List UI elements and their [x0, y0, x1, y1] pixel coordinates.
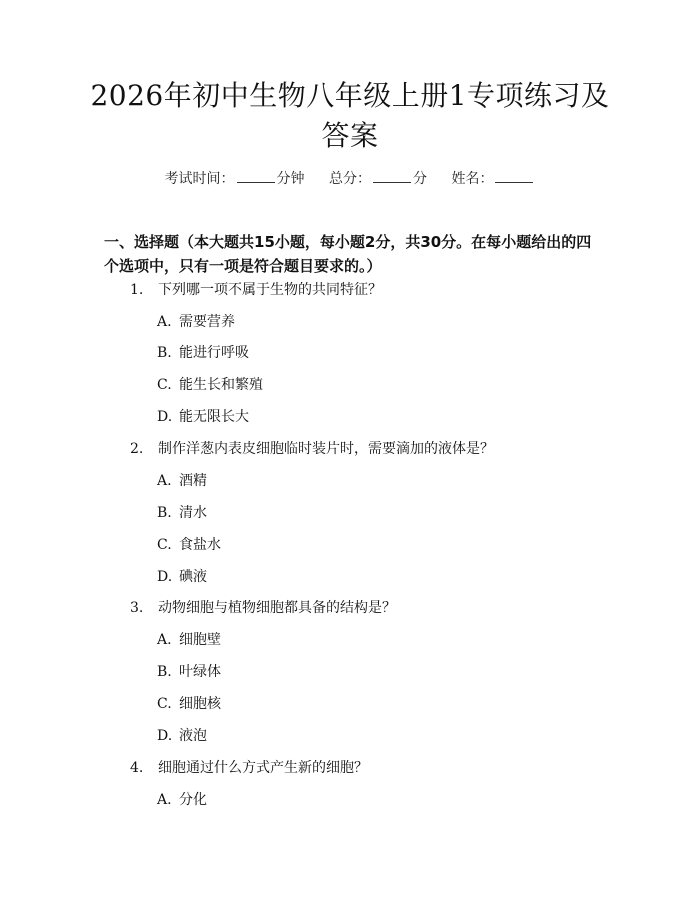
- exam-meta: [0, 168, 700, 189]
- option-letter: D.: [157, 569, 173, 585]
- option-text: 能进行呼吸: [179, 345, 249, 361]
- option-1b: [157, 343, 249, 363]
- option-4a: [157, 790, 207, 810]
- option-text: 需要营养: [179, 314, 235, 330]
- option-letter: D.: [157, 409, 173, 425]
- option-3a: [157, 630, 221, 650]
- question-text: 制作洋葱内表皮细胞临时装片时，需要滴加的液体是？: [158, 441, 494, 457]
- option-text: 能无限长大: [179, 409, 249, 425]
- option-letter: C.: [157, 537, 172, 553]
- score-unit: 分: [413, 171, 427, 187]
- option-2c: [157, 535, 221, 555]
- option-text: 能生长和繁殖: [179, 377, 263, 393]
- option-1a: [157, 312, 235, 332]
- option-text: 叶绿体: [179, 664, 221, 680]
- option-2b: [157, 503, 207, 523]
- time-blank: [237, 168, 275, 183]
- question-2: [130, 439, 494, 459]
- total-score: [329, 168, 427, 189]
- exam-time: [165, 168, 305, 189]
- option-letter: C.: [157, 696, 172, 712]
- option-letter: A.: [157, 632, 172, 648]
- question-1: [130, 280, 382, 300]
- question-text: 细胞通过什么方式产生新的细胞？: [158, 760, 368, 776]
- question-number: 1.: [130, 282, 144, 298]
- option-text: 酒精: [179, 473, 207, 489]
- question-text: 动物细胞与植物细胞都具备的结构是？: [158, 600, 396, 616]
- option-text: 细胞壁: [179, 632, 221, 648]
- question-number: 3.: [130, 600, 144, 616]
- option-letter: A.: [157, 314, 172, 330]
- question-3: [130, 598, 396, 618]
- option-letter: D.: [157, 728, 173, 744]
- option-letter: A.: [157, 473, 172, 489]
- option-2d: [157, 567, 207, 587]
- time-label: 考试时间：: [164, 171, 235, 187]
- option-letter: C.: [157, 377, 172, 393]
- score-blank: [373, 168, 411, 183]
- option-letter: B.: [157, 345, 172, 361]
- option-letter: B.: [157, 505, 172, 521]
- option-text: 清水: [179, 505, 207, 521]
- name-label: 姓名：: [451, 171, 494, 187]
- option-text: 细胞核: [179, 696, 221, 712]
- option-1d: [157, 407, 249, 427]
- time-unit: 分钟: [276, 171, 305, 187]
- section-heading: 一、选择题（本大题共15小题，每小题2分，共30分。在每小题给出的四个选项中，只有一项是符合题目要求的。）: [104, 233, 592, 275]
- option-letter: A.: [157, 792, 172, 808]
- name-blank: [495, 168, 533, 183]
- score-label: 总分：: [329, 171, 371, 187]
- option-2a: [157, 471, 207, 491]
- option-text: 碘液: [179, 569, 207, 585]
- page-title: 2026年初中生物八年级上册1专项练习及答案: [90, 79, 610, 152]
- option-text: 食盐水: [179, 537, 221, 553]
- option-3b: [157, 662, 221, 682]
- question-number: 4.: [130, 760, 144, 776]
- option-3c: [157, 694, 221, 714]
- option-1c: [157, 375, 263, 395]
- option-3d: [157, 726, 207, 746]
- option-text: 分化: [179, 792, 207, 808]
- question-number: 2.: [130, 441, 144, 457]
- option-letter: B.: [157, 664, 172, 680]
- student-name: [451, 168, 535, 189]
- question-text: 下列哪一项不属于生物的共同特征？: [158, 282, 382, 298]
- option-text: 液泡: [179, 728, 207, 744]
- question-4: [130, 758, 368, 778]
